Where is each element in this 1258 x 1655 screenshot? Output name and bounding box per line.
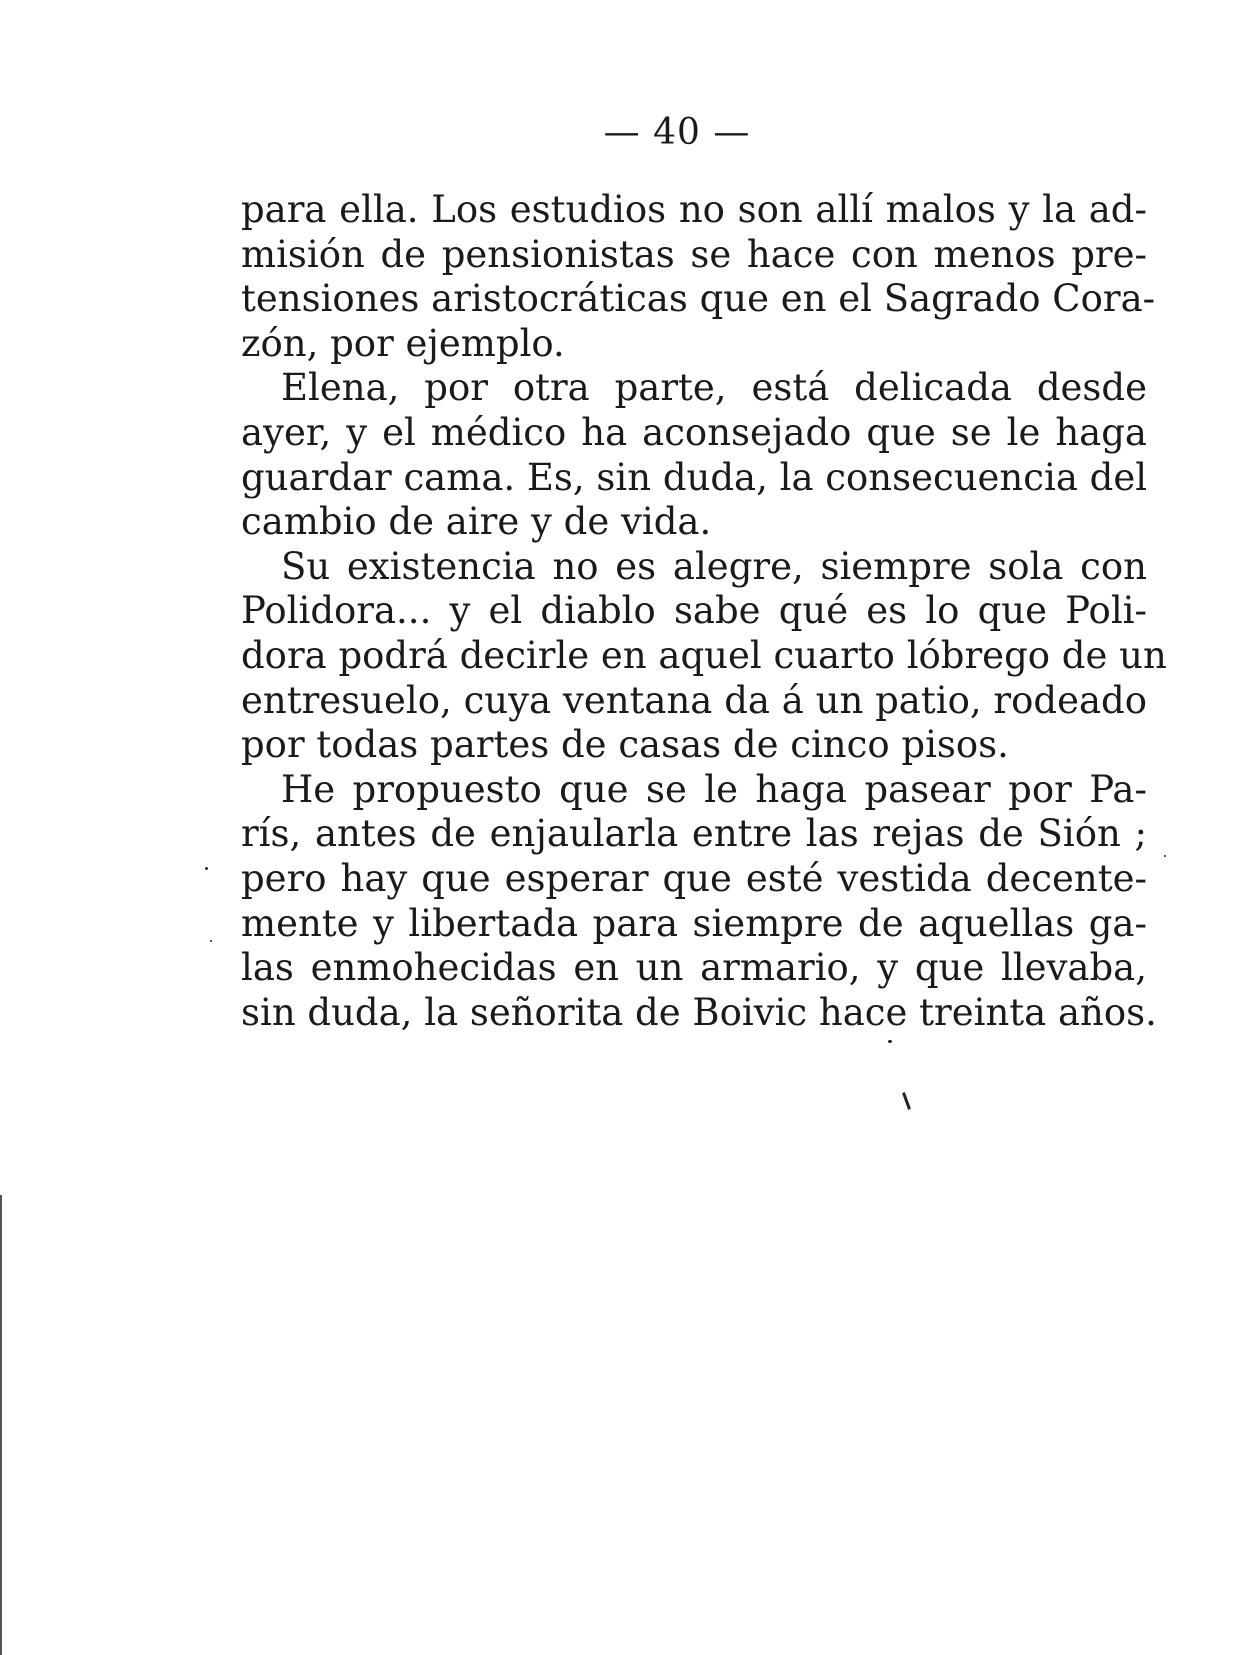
text-line: pero hay que esperar que esté vestida decente- [241,856,1147,900]
text-line: Elena, por otra parte, está delicada desde [281,366,1147,410]
paragraph [241,544,1167,768]
text-line: ayer, y el médico ha aconsejado que se le haga [241,410,1147,454]
text-line: dora podrá decirle en aquel cuarto lóbrego de un [241,633,1167,677]
text-line: las enmohecidas en un armario, y que llevaba, [241,946,1147,990]
text-line: zón, por ejemplo. [241,321,565,365]
scan-speck [1164,855,1166,857]
paragraph [241,366,1147,544]
text-line: para ella. Los estudios no son allí malos y la ad- [241,188,1147,231]
scan-speck [888,1040,892,1043]
page-number: — 40 — [603,112,751,153]
paragraph [241,767,1157,1036]
paragraph [241,188,1156,366]
text-line: mente y libertada para siempre de aquellas ga- [241,901,1147,945]
text-line: sin duda, la señorita de Boivic hace treinta años. [241,990,1157,1034]
text-line: tensiones aristocráticas que en el Sagrado Cora- [241,277,1156,321]
body-text [241,188,1167,1035]
scan-speck [210,940,212,942]
text-line: misión de pensionistas se hace con menos pre- [241,232,1147,276]
scan-speck [205,867,208,870]
text-line: entresuelo, cuya ventana da á un patio, rodeado [241,678,1147,722]
text-line: Polidora... y el diablo sabe qué es lo que Poli- [241,589,1147,633]
text-line: Su existencia no es alegre, siempre sola con [281,544,1147,588]
scan-edge [0,1195,2,1655]
scan-speck [902,1092,911,1110]
text-line: guardar cama. Es, sin duda, la consecuencia del [241,455,1148,499]
text-line: por todas partes de casas de cinco pisos. [241,723,1009,767]
text-line: He propuesto que se le haga pasear por Pa- [281,767,1147,811]
text-line: rís, antes de enjaularla entre las rejas de Sión ; [241,812,1147,856]
text-line: cambio de aire y de vida. [241,500,712,544]
